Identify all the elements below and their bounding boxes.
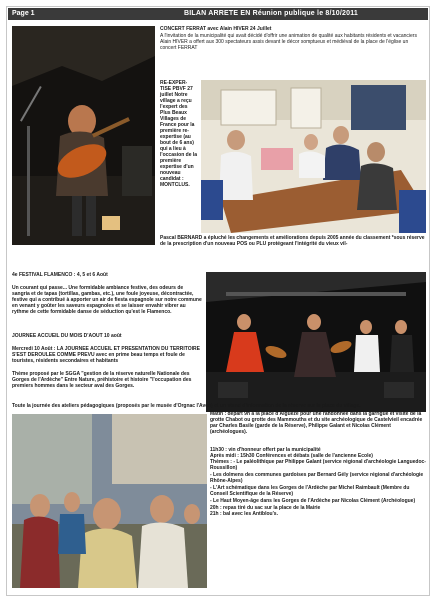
expertise-photo [201, 80, 426, 233]
flamenco-photo [206, 272, 426, 412]
journee-title: JOURNEE ACCUEIL DU MOIS D'AOUT 10 août [12, 333, 122, 339]
programme-item: - Les dolmens des communes gardoises par Bernard Gély (service régional d'archéologie Rhône-Alpes) [210, 472, 424, 484]
programme-item: 21h : bal avec les Antiblou's. [210, 511, 278, 517]
journee-workshops: Toute la journée des ateliers pédagogiques (proposés par le musée d'Orgnac l'Aven) et un stand d'information de la réserve sur la place du village. [12, 403, 361, 409]
flamenco-text: Un courant qui passe... Une formidable ambiance festive, des odeurs de sangria et de tapas (tortillas, gambas, etc.), une foule joyeuse, décontractée, festive qui a contribué à apporter un air de fiesta espagnole sur notre commune en venant y goûter les saveurs espagnoles et se laisser envahir vibrer au rythme de cette formidable danse de séduction qu'est le Flamenco. [12, 285, 202, 315]
programme-item: - L'Art schématique dans les Gorges de l'Ardèche par Michel Raimbault (Membre du Conseil Scientifique de la Réserve) [210, 485, 410, 497]
concert-title: CONCERT FERRAT avec Alain HIVER 24 Juillet [160, 26, 272, 32]
programme-item: - Le Haut Moyen-âge dans les Gorges de l'Ardèche par Nicolas Clément (Archéologue) [210, 498, 416, 504]
programme-list [210, 447, 426, 517]
hikers-photo [12, 414, 207, 588]
concert-text: A l'invitation de la municipalité qui avait décidé d'offrir une animation de qualité aux habitants résidents et vacanciers Alain HIVER a offert aux 300 spectateurs assis devant le décor somptueux et médiéval de la place de l'église un concert FERRAT [160, 33, 417, 51]
programme-item: Thèmes : - Le paléolithique par Philippe Galant (service régional d'archéologie Languedoc-Roussillon) [210, 459, 426, 471]
expertise-text: RE-EXPER-TISE PBVF 27 juillet Notre village a reçu l'expert des Plus Beaux Villages de France pour la première re-expertise (au bout de 6 ans) qui a lieu à l'occasion de la première expertise d'un nouveau candidat : MONTCLUS. [160, 80, 198, 188]
page-header [8, 8, 428, 20]
journee-lead: Mercredi 10 Août : LA JOURNEE ACCUEIL ET PRESENTATION DU TERRITOIRE S'EST DEROULEE COMME PREVU avec en prime beau temps et foule de touristes, résidents secondaires et habitants [12, 346, 200, 364]
page-title: BILAN ARRETE EN Réunion publique le 8/10/2011 [183, 10, 358, 17]
expertise-bottom-text: Pascal BERNARD a épluché les changements et améliorations depuis 2005 année du classement *sous réserve de la prescription d'un nouveau POS ou PLU protégeant l'intégrité du vieux vil- [160, 235, 425, 247]
journee-theme: Thème proposé par le SGGA "gestion de la réserve naturelle Nationale des Gorges de l'Ardèche" Entre Nature, préhistoire et histoire "l'occupation des premiers hommes dans le secteur aval des Gorges. [12, 371, 192, 389]
flamenco-title: 4e FESTIVAL FLAMENCO : 4, 5 et 6 Août [12, 272, 108, 278]
page-number: Page 1 [12, 10, 35, 17]
programme-text: Matin : départ 9h à la place d'Aiguèze pour une randonnée dans la garrigue et visite de la grotte Chabot ou grotte des Mammouths et du site archéologique de Castelvieil encadrée par Charles Basile (garde de la Réserve), Philippe Galant et Nicolas Clément (archéologues). [210, 411, 423, 435]
programme-item: 20h : repas tiré du sac sur la place de la Mairie [210, 505, 321, 511]
programme-item: 11h30 : vin d'honneur offert par la municipalité [210, 447, 321, 453]
concert-photo [12, 26, 155, 245]
programme-item: Après midi : 15h30 Conférences et débats (salle de l'ancienne Ecole) [210, 453, 373, 459]
